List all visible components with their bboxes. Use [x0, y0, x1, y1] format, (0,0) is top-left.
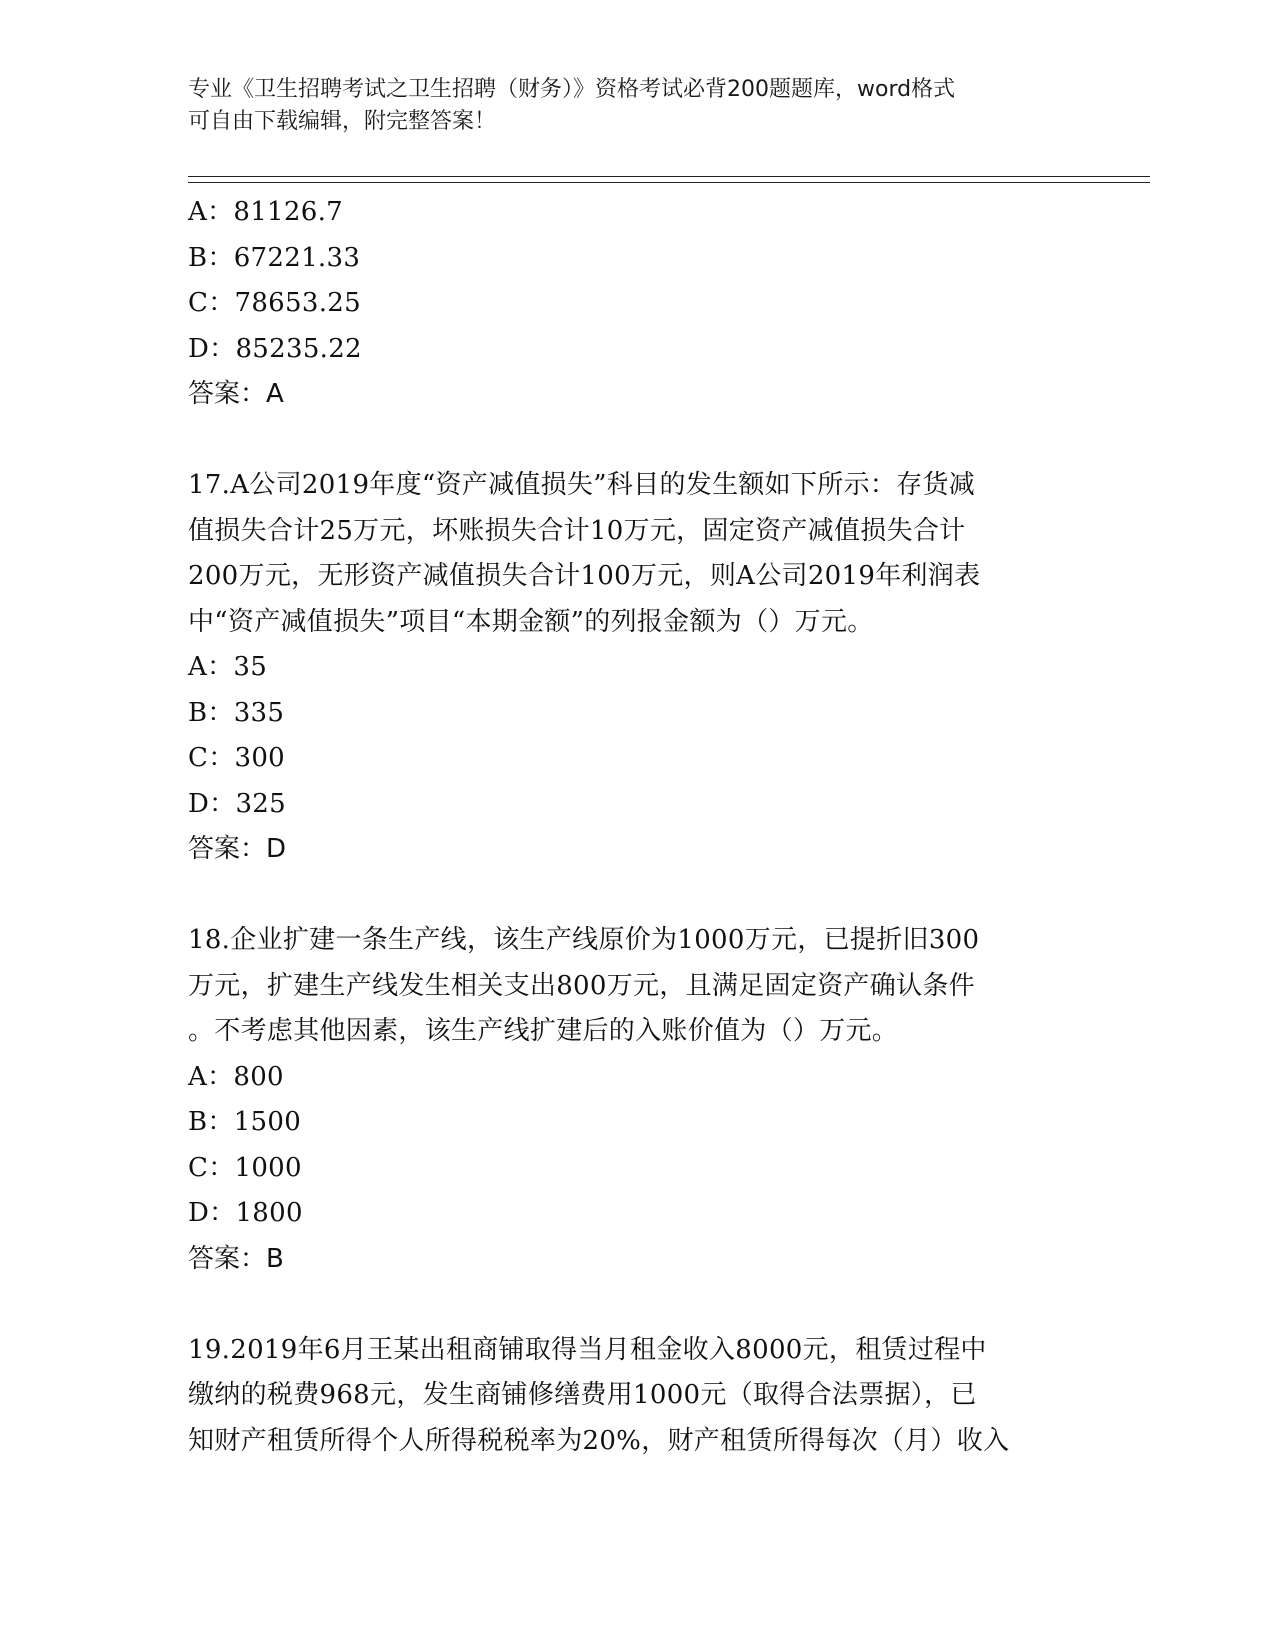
question-line: 200万元，无形资产减值损失合计100万元，则A公司2019年利润表 [188, 561, 981, 591]
option-b: B：335 [188, 697, 285, 728]
header-line-2: 可自由下载编辑，附完整答案！ [188, 109, 497, 134]
spacer [188, 1282, 1088, 1328]
spacer [188, 418, 1088, 464]
option-c: C：78653.25 [188, 288, 361, 318]
question-18-stem [188, 918, 1088, 1055]
question-line: 缴纳的税费968元，发生商铺修缮费用1000元（取得合法票据），已 [188, 1380, 977, 1410]
question-18-options [188, 1055, 1088, 1237]
option-c: C：300 [188, 743, 286, 773]
question-line: 知财产租赁所得个人所得税税率为20%，财产租赁所得每次（月）收入 [188, 1425, 1010, 1456]
header-rule-top [188, 176, 1150, 177]
question-content [188, 190, 1088, 1464]
question-16-answer: 答案：A [188, 379, 284, 409]
question-17-options [188, 645, 1088, 827]
question-line: 万元，扩建生产线发生相关支出800万元，且满足固定资产确认条件 [188, 970, 975, 1001]
question-line: 中“资产减值损失”项目“本期金额”的列报金额为（）万元。 [188, 606, 874, 637]
option-a: A：81126.7 [188, 197, 343, 227]
question-18-answer: 答案：B [188, 1243, 284, 1274]
document-header [188, 74, 1068, 138]
option-b: B：1500 [188, 1107, 302, 1137]
question-17-stem [188, 463, 1088, 645]
question-19-stem [188, 1328, 1088, 1465]
question-line: 。不考虑其他因素，该生产线扩建后的入账价值为（）万元。 [188, 1016, 899, 1046]
option-b: B：67221.33 [188, 242, 361, 273]
question-line: 18.企业扩建一条生产线，该生产线原价为1000万元，已提折旧300 [188, 925, 980, 955]
option-a: A：800 [188, 1061, 284, 1092]
question-16-options [188, 190, 1088, 372]
option-a: A：35 [188, 652, 268, 682]
option-d: D：85235.22 [188, 333, 362, 364]
option-d: D：325 [188, 788, 286, 819]
header-line-1: 专业《卫生招聘考试之卫生招聘（财务）》资格考试必背200题题库，word格式 [188, 77, 956, 102]
question-line: 19.2019年6月王某出租商铺取得当月租金收入8000元，租赁过程中 [188, 1334, 987, 1365]
question-17-answer: 答案：D [188, 834, 287, 864]
question-line: 值损失合计25万元，坏账损失合计10万元，固定资产减值损失合计 [188, 515, 966, 546]
spacer [188, 873, 1088, 919]
header-rule-bottom [188, 182, 1150, 183]
option-c: C：1000 [188, 1152, 302, 1183]
question-line: 17.A公司2019年度“资产减值损失”科目的发生额如下所示：存货减 [188, 470, 976, 500]
option-d: D：1800 [188, 1198, 303, 1228]
